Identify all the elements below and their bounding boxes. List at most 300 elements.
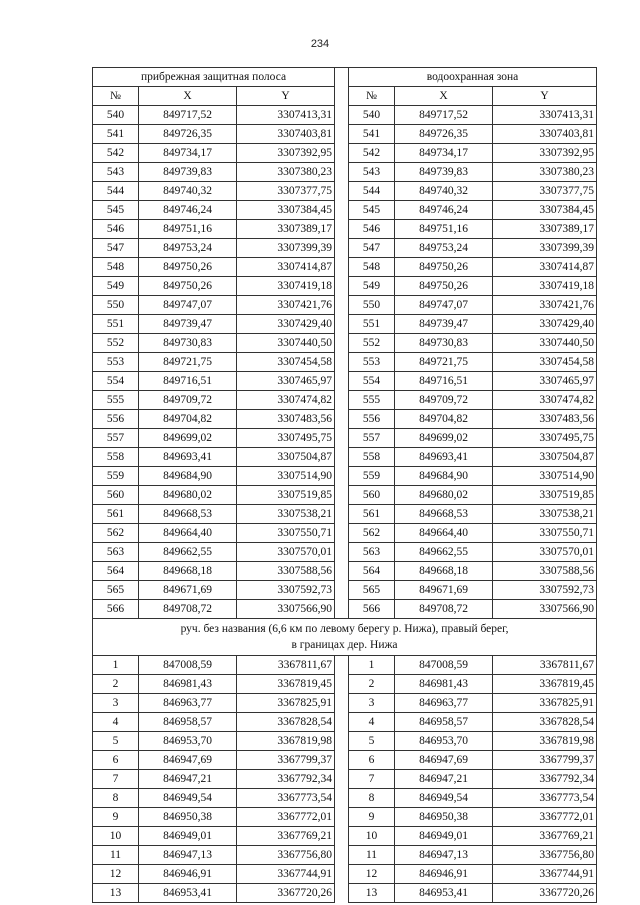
right-x-value: 849739,83 (395, 163, 493, 182)
right-point-number: 556 (349, 410, 395, 429)
right-x-value: 849753,24 (395, 239, 493, 258)
left-y-value: 3307389,17 (237, 220, 335, 239)
page-number: 234 (310, 38, 330, 50)
right-point-number: 548 (349, 258, 395, 277)
column-gap (335, 448, 349, 467)
left-col-y-header: Y (237, 87, 335, 106)
left-y-value: 3307514,90 (237, 467, 335, 486)
left-x-value: 849753,24 (139, 239, 237, 258)
left-point-number: 556 (93, 410, 139, 429)
left-x-value: 849746,24 (139, 201, 237, 220)
left-point-number: 541 (93, 125, 139, 144)
left-y-value: 3367825,91 (237, 694, 335, 713)
right-point-number: 13 (349, 884, 395, 903)
left-y-value: 3307399,39 (237, 239, 335, 258)
column-gap (335, 87, 349, 106)
left-y-value: 3307465,97 (237, 372, 335, 391)
right-y-value: 3367792,34 (493, 770, 597, 789)
right-y-value: 3367819,45 (493, 675, 597, 694)
left-x-value: 849740,32 (139, 182, 237, 201)
right-x-value: 847008,59 (395, 656, 493, 675)
right-y-value: 3307413,31 (493, 106, 597, 125)
left-point-number: 566 (93, 600, 139, 619)
right-y-value: 3307495,75 (493, 429, 597, 448)
left-x-value: 849668,18 (139, 562, 237, 581)
right-x-value: 846981,43 (395, 675, 493, 694)
left-point-number: 3 (93, 694, 139, 713)
table-row (93, 372, 597, 391)
table-row (93, 789, 597, 808)
left-y-value: 3367792,34 (237, 770, 335, 789)
right-y-value: 3307421,76 (493, 296, 597, 315)
table-row (93, 505, 597, 524)
column-gap (335, 732, 349, 751)
right-point-number: 9 (349, 808, 395, 827)
column-gap (335, 694, 349, 713)
right-point-number: 552 (349, 334, 395, 353)
right-x-value: 846958,57 (395, 713, 493, 732)
left-point-number: 551 (93, 315, 139, 334)
right-y-value: 3307419,18 (493, 277, 597, 296)
right-y-value: 3307550,71 (493, 524, 597, 543)
left-col-x-header: X (139, 87, 237, 106)
left-y-value: 3367819,98 (237, 732, 335, 751)
left-x-value: 849709,72 (139, 391, 237, 410)
column-gap (335, 543, 349, 562)
column-gap (335, 68, 349, 87)
column-gap (335, 770, 349, 789)
left-x-value: 846947,13 (139, 846, 237, 865)
right-point-number: 541 (349, 125, 395, 144)
table-row (93, 277, 597, 296)
left-x-value: 846947,21 (139, 770, 237, 789)
column-gap (335, 201, 349, 220)
left-point-number: 548 (93, 258, 139, 277)
right-y-value: 3367773,54 (493, 789, 597, 808)
left-point-number: 550 (93, 296, 139, 315)
left-y-value: 3307403,81 (237, 125, 335, 144)
left-x-value: 846953,41 (139, 884, 237, 903)
left-x-value: 849684,90 (139, 467, 237, 486)
left-y-value: 3307504,87 (237, 448, 335, 467)
right-point-number: 547 (349, 239, 395, 258)
table-row (93, 751, 597, 770)
right-x-value: 849726,35 (395, 125, 493, 144)
left-y-value: 3307414,87 (237, 258, 335, 277)
table-row (93, 391, 597, 410)
right-x-value: 849708,72 (395, 600, 493, 619)
right-x-value: 849717,52 (395, 106, 493, 125)
table-row (93, 562, 597, 581)
left-y-value: 3307474,82 (237, 391, 335, 410)
column-gap (335, 277, 349, 296)
column-gap (335, 467, 349, 486)
right-y-value: 3307392,95 (493, 144, 597, 163)
right-y-value: 3307570,01 (493, 543, 597, 562)
left-y-value: 3367720,26 (237, 884, 335, 903)
right-y-value: 3307384,45 (493, 201, 597, 220)
right-point-number: 545 (349, 201, 395, 220)
left-x-value: 846953,70 (139, 732, 237, 751)
right-y-value: 3367799,37 (493, 751, 597, 770)
left-x-value: 849668,53 (139, 505, 237, 524)
left-x-value: 849680,02 (139, 486, 237, 505)
left-x-value: 846950,38 (139, 808, 237, 827)
column-gap (335, 410, 349, 429)
table-row (93, 656, 597, 675)
left-x-value: 849664,40 (139, 524, 237, 543)
left-y-value: 3307429,40 (237, 315, 335, 334)
right-x-value: 849668,18 (395, 562, 493, 581)
table-row (93, 448, 597, 467)
column-gap (335, 581, 349, 600)
right-y-value: 3307403,81 (493, 125, 597, 144)
left-point-number: 5 (93, 732, 139, 751)
column-gap (335, 789, 349, 808)
section-header-row (93, 619, 597, 656)
right-y-value: 3307380,23 (493, 163, 597, 182)
left-y-value: 3307483,56 (237, 410, 335, 429)
left-y-value: 3307550,71 (237, 524, 335, 543)
left-y-value: 3307440,50 (237, 334, 335, 353)
right-x-value: 846949,54 (395, 789, 493, 808)
right-point-number: 2 (349, 675, 395, 694)
right-x-value: 849747,07 (395, 296, 493, 315)
right-point-number: 3 (349, 694, 395, 713)
right-x-value: 849693,41 (395, 448, 493, 467)
right-y-value: 3307566,90 (493, 600, 597, 619)
table-group-header (93, 68, 597, 87)
left-point-number: 8 (93, 789, 139, 808)
left-y-value: 3367756,80 (237, 846, 335, 865)
left-y-value: 3307538,21 (237, 505, 335, 524)
right-point-number: 557 (349, 429, 395, 448)
left-point-number: 547 (93, 239, 139, 258)
right-point-number: 558 (349, 448, 395, 467)
left-y-value: 3367819,45 (237, 675, 335, 694)
table-row (93, 410, 597, 429)
right-group-title: водоохранная зона (349, 68, 597, 87)
table-row (93, 315, 597, 334)
right-point-number: 11 (349, 846, 395, 865)
column-gap (335, 656, 349, 675)
table-row (93, 182, 597, 201)
right-col-y-header: Y (493, 87, 597, 106)
table-row (93, 713, 597, 732)
column-gap (335, 505, 349, 524)
right-y-value: 3307377,75 (493, 182, 597, 201)
right-point-number: 544 (349, 182, 395, 201)
right-y-value: 3367744,91 (493, 865, 597, 884)
left-point-number: 13 (93, 884, 139, 903)
left-y-value: 3307392,95 (237, 144, 335, 163)
right-y-value: 3307429,40 (493, 315, 597, 334)
left-x-value: 849750,26 (139, 258, 237, 277)
right-y-value: 3307389,17 (493, 220, 597, 239)
column-gap (335, 486, 349, 505)
left-y-value: 3307566,90 (237, 600, 335, 619)
right-col-number-header: № (349, 87, 395, 106)
left-point-number: 12 (93, 865, 139, 884)
table-row (93, 296, 597, 315)
right-point-number: 540 (349, 106, 395, 125)
left-point-number: 9 (93, 808, 139, 827)
right-y-value: 3307440,50 (493, 334, 597, 353)
right-y-value: 3367828,54 (493, 713, 597, 732)
right-x-value: 849668,53 (395, 505, 493, 524)
table-row (93, 163, 597, 182)
left-y-value: 3307413,31 (237, 106, 335, 125)
right-point-number: 551 (349, 315, 395, 334)
coordinates-table-body (93, 68, 597, 903)
left-x-value: 846963,77 (139, 694, 237, 713)
right-point-number: 554 (349, 372, 395, 391)
table-row (93, 846, 597, 865)
left-point-number: 564 (93, 562, 139, 581)
left-x-value: 849726,35 (139, 125, 237, 144)
right-y-value: 3307483,56 (493, 410, 597, 429)
right-x-value: 846947,13 (395, 846, 493, 865)
right-point-number: 7 (349, 770, 395, 789)
right-x-value: 849704,82 (395, 410, 493, 429)
left-col-number-header: № (93, 87, 139, 106)
left-y-value: 3367772,01 (237, 808, 335, 827)
right-point-number: 1 (349, 656, 395, 675)
right-y-value: 3307592,73 (493, 581, 597, 600)
right-y-value: 3367756,80 (493, 846, 597, 865)
column-gap (335, 220, 349, 239)
right-y-value: 3307454,58 (493, 353, 597, 372)
right-point-number: 553 (349, 353, 395, 372)
right-x-value: 849709,72 (395, 391, 493, 410)
left-point-number: 557 (93, 429, 139, 448)
column-gap (335, 144, 349, 163)
table-row (93, 600, 597, 619)
left-y-value: 3307419,18 (237, 277, 335, 296)
left-y-value: 3307377,75 (237, 182, 335, 201)
table-row (93, 524, 597, 543)
table-row (93, 808, 597, 827)
right-x-value: 849740,32 (395, 182, 493, 201)
left-x-value: 849704,82 (139, 410, 237, 429)
column-gap (335, 429, 349, 448)
left-y-value: 3307519,85 (237, 486, 335, 505)
right-point-number: 561 (349, 505, 395, 524)
right-y-value: 3307538,21 (493, 505, 597, 524)
right-y-value: 3307514,90 (493, 467, 597, 486)
right-point-number: 543 (349, 163, 395, 182)
left-x-value: 849716,51 (139, 372, 237, 391)
left-point-number: 542 (93, 144, 139, 163)
left-point-number: 543 (93, 163, 139, 182)
right-y-value: 3367772,01 (493, 808, 597, 827)
table-row (93, 201, 597, 220)
right-y-value: 3367720,26 (493, 884, 597, 903)
table-row (93, 543, 597, 562)
right-point-number: 8 (349, 789, 395, 808)
right-point-number: 5 (349, 732, 395, 751)
table-row (93, 353, 597, 372)
right-x-value: 849746,24 (395, 201, 493, 220)
right-x-value: 849716,51 (395, 372, 493, 391)
left-y-value: 3367769,21 (237, 827, 335, 846)
column-gap (335, 808, 349, 827)
table-row (93, 486, 597, 505)
table-row (93, 258, 597, 277)
right-x-value: 846953,70 (395, 732, 493, 751)
right-x-value: 849662,55 (395, 543, 493, 562)
right-x-value: 849699,02 (395, 429, 493, 448)
right-x-value: 846950,38 (395, 808, 493, 827)
right-y-value: 3367811,67 (493, 656, 597, 675)
column-gap (335, 182, 349, 201)
left-point-number: 4 (93, 713, 139, 732)
column-gap (335, 751, 349, 770)
left-y-value: 3307380,23 (237, 163, 335, 182)
left-x-value: 849693,41 (139, 448, 237, 467)
right-y-value: 3307474,82 (493, 391, 597, 410)
left-point-number: 558 (93, 448, 139, 467)
table-row (93, 220, 597, 239)
left-x-value: 849662,55 (139, 543, 237, 562)
left-point-number: 554 (93, 372, 139, 391)
left-x-value: 849699,02 (139, 429, 237, 448)
column-gap (335, 562, 349, 581)
left-group-title: прибрежная защитная полоса (93, 68, 335, 87)
column-gap (335, 334, 349, 353)
left-point-number: 540 (93, 106, 139, 125)
left-x-value: 849739,83 (139, 163, 237, 182)
right-point-number: 566 (349, 600, 395, 619)
left-x-value: 846946,91 (139, 865, 237, 884)
left-point-number: 563 (93, 543, 139, 562)
right-y-value: 3307504,87 (493, 448, 597, 467)
left-x-value: 849730,83 (139, 334, 237, 353)
left-point-number: 555 (93, 391, 139, 410)
left-y-value: 3307421,76 (237, 296, 335, 315)
right-x-value: 849730,83 (395, 334, 493, 353)
left-x-value: 849734,17 (139, 144, 237, 163)
table-row (93, 865, 597, 884)
right-x-value: 846947,69 (395, 751, 493, 770)
left-point-number: 561 (93, 505, 139, 524)
left-x-value: 849671,69 (139, 581, 237, 600)
left-y-value: 3307495,75 (237, 429, 335, 448)
left-point-number: 7 (93, 770, 139, 789)
left-point-number: 549 (93, 277, 139, 296)
right-y-value: 3307465,97 (493, 372, 597, 391)
right-x-value: 846949,01 (395, 827, 493, 846)
right-x-value: 849680,02 (395, 486, 493, 505)
right-point-number: 549 (349, 277, 395, 296)
left-x-value: 849750,26 (139, 277, 237, 296)
left-point-number: 553 (93, 353, 139, 372)
column-gap (335, 258, 349, 277)
column-gap (335, 353, 349, 372)
left-point-number: 560 (93, 486, 139, 505)
left-point-number: 1 (93, 656, 139, 675)
left-point-number: 2 (93, 675, 139, 694)
right-x-value: 846947,21 (395, 770, 493, 789)
column-gap (335, 239, 349, 258)
column-gap (335, 846, 349, 865)
right-point-number: 560 (349, 486, 395, 505)
table-row (93, 144, 597, 163)
left-point-number: 565 (93, 581, 139, 600)
left-y-value: 3307570,01 (237, 543, 335, 562)
column-gap (335, 524, 349, 543)
section-title-line-1: руч. без названия (6,6 км по левому берегу р. Нижа), правый берег, (180, 623, 509, 635)
left-point-number: 545 (93, 201, 139, 220)
right-point-number: 6 (349, 751, 395, 770)
table-row (93, 675, 597, 694)
right-point-number: 563 (349, 543, 395, 562)
left-y-value: 3367828,54 (237, 713, 335, 732)
column-gap (335, 106, 349, 125)
left-x-value: 849717,52 (139, 106, 237, 125)
right-y-value: 3307399,39 (493, 239, 597, 258)
right-point-number: 4 (349, 713, 395, 732)
right-point-number: 546 (349, 220, 395, 239)
table-row (93, 770, 597, 789)
right-x-value: 849721,75 (395, 353, 493, 372)
right-point-number: 12 (349, 865, 395, 884)
coordinates-table (92, 67, 597, 903)
right-y-value: 3367819,98 (493, 732, 597, 751)
right-y-value: 3367769,21 (493, 827, 597, 846)
right-x-value: 846953,41 (395, 884, 493, 903)
left-x-value: 846958,57 (139, 713, 237, 732)
left-y-value: 3367811,67 (237, 656, 335, 675)
table-row (93, 884, 597, 903)
left-point-number: 11 (93, 846, 139, 865)
table-row (93, 239, 597, 258)
column-gap (335, 600, 349, 619)
right-point-number: 565 (349, 581, 395, 600)
left-x-value: 849708,72 (139, 600, 237, 619)
column-gap (335, 713, 349, 732)
column-gap (335, 827, 349, 846)
right-x-value: 849739,47 (395, 315, 493, 334)
right-y-value: 3367825,91 (493, 694, 597, 713)
right-col-x-header: X (395, 87, 493, 106)
table-row (93, 467, 597, 486)
right-x-value: 849750,26 (395, 277, 493, 296)
section-title (93, 619, 597, 656)
left-y-value: 3367773,54 (237, 789, 335, 808)
right-point-number: 559 (349, 467, 395, 486)
left-x-value: 849751,16 (139, 220, 237, 239)
left-point-number: 544 (93, 182, 139, 201)
right-x-value: 849664,40 (395, 524, 493, 543)
right-x-value: 846946,91 (395, 865, 493, 884)
left-point-number: 562 (93, 524, 139, 543)
table-row (93, 106, 597, 125)
column-gap (335, 163, 349, 182)
left-y-value: 3367744,91 (237, 865, 335, 884)
table-row (93, 827, 597, 846)
right-x-value: 846963,77 (395, 694, 493, 713)
column-gap (335, 865, 349, 884)
right-y-value: 3307414,87 (493, 258, 597, 277)
right-y-value: 3307588,56 (493, 562, 597, 581)
column-gap (335, 391, 349, 410)
left-y-value: 3307384,45 (237, 201, 335, 220)
section-title-line-2: в границах дер. Нижа (291, 639, 398, 651)
left-x-value: 849739,47 (139, 315, 237, 334)
column-gap (335, 296, 349, 315)
right-point-number: 562 (349, 524, 395, 543)
